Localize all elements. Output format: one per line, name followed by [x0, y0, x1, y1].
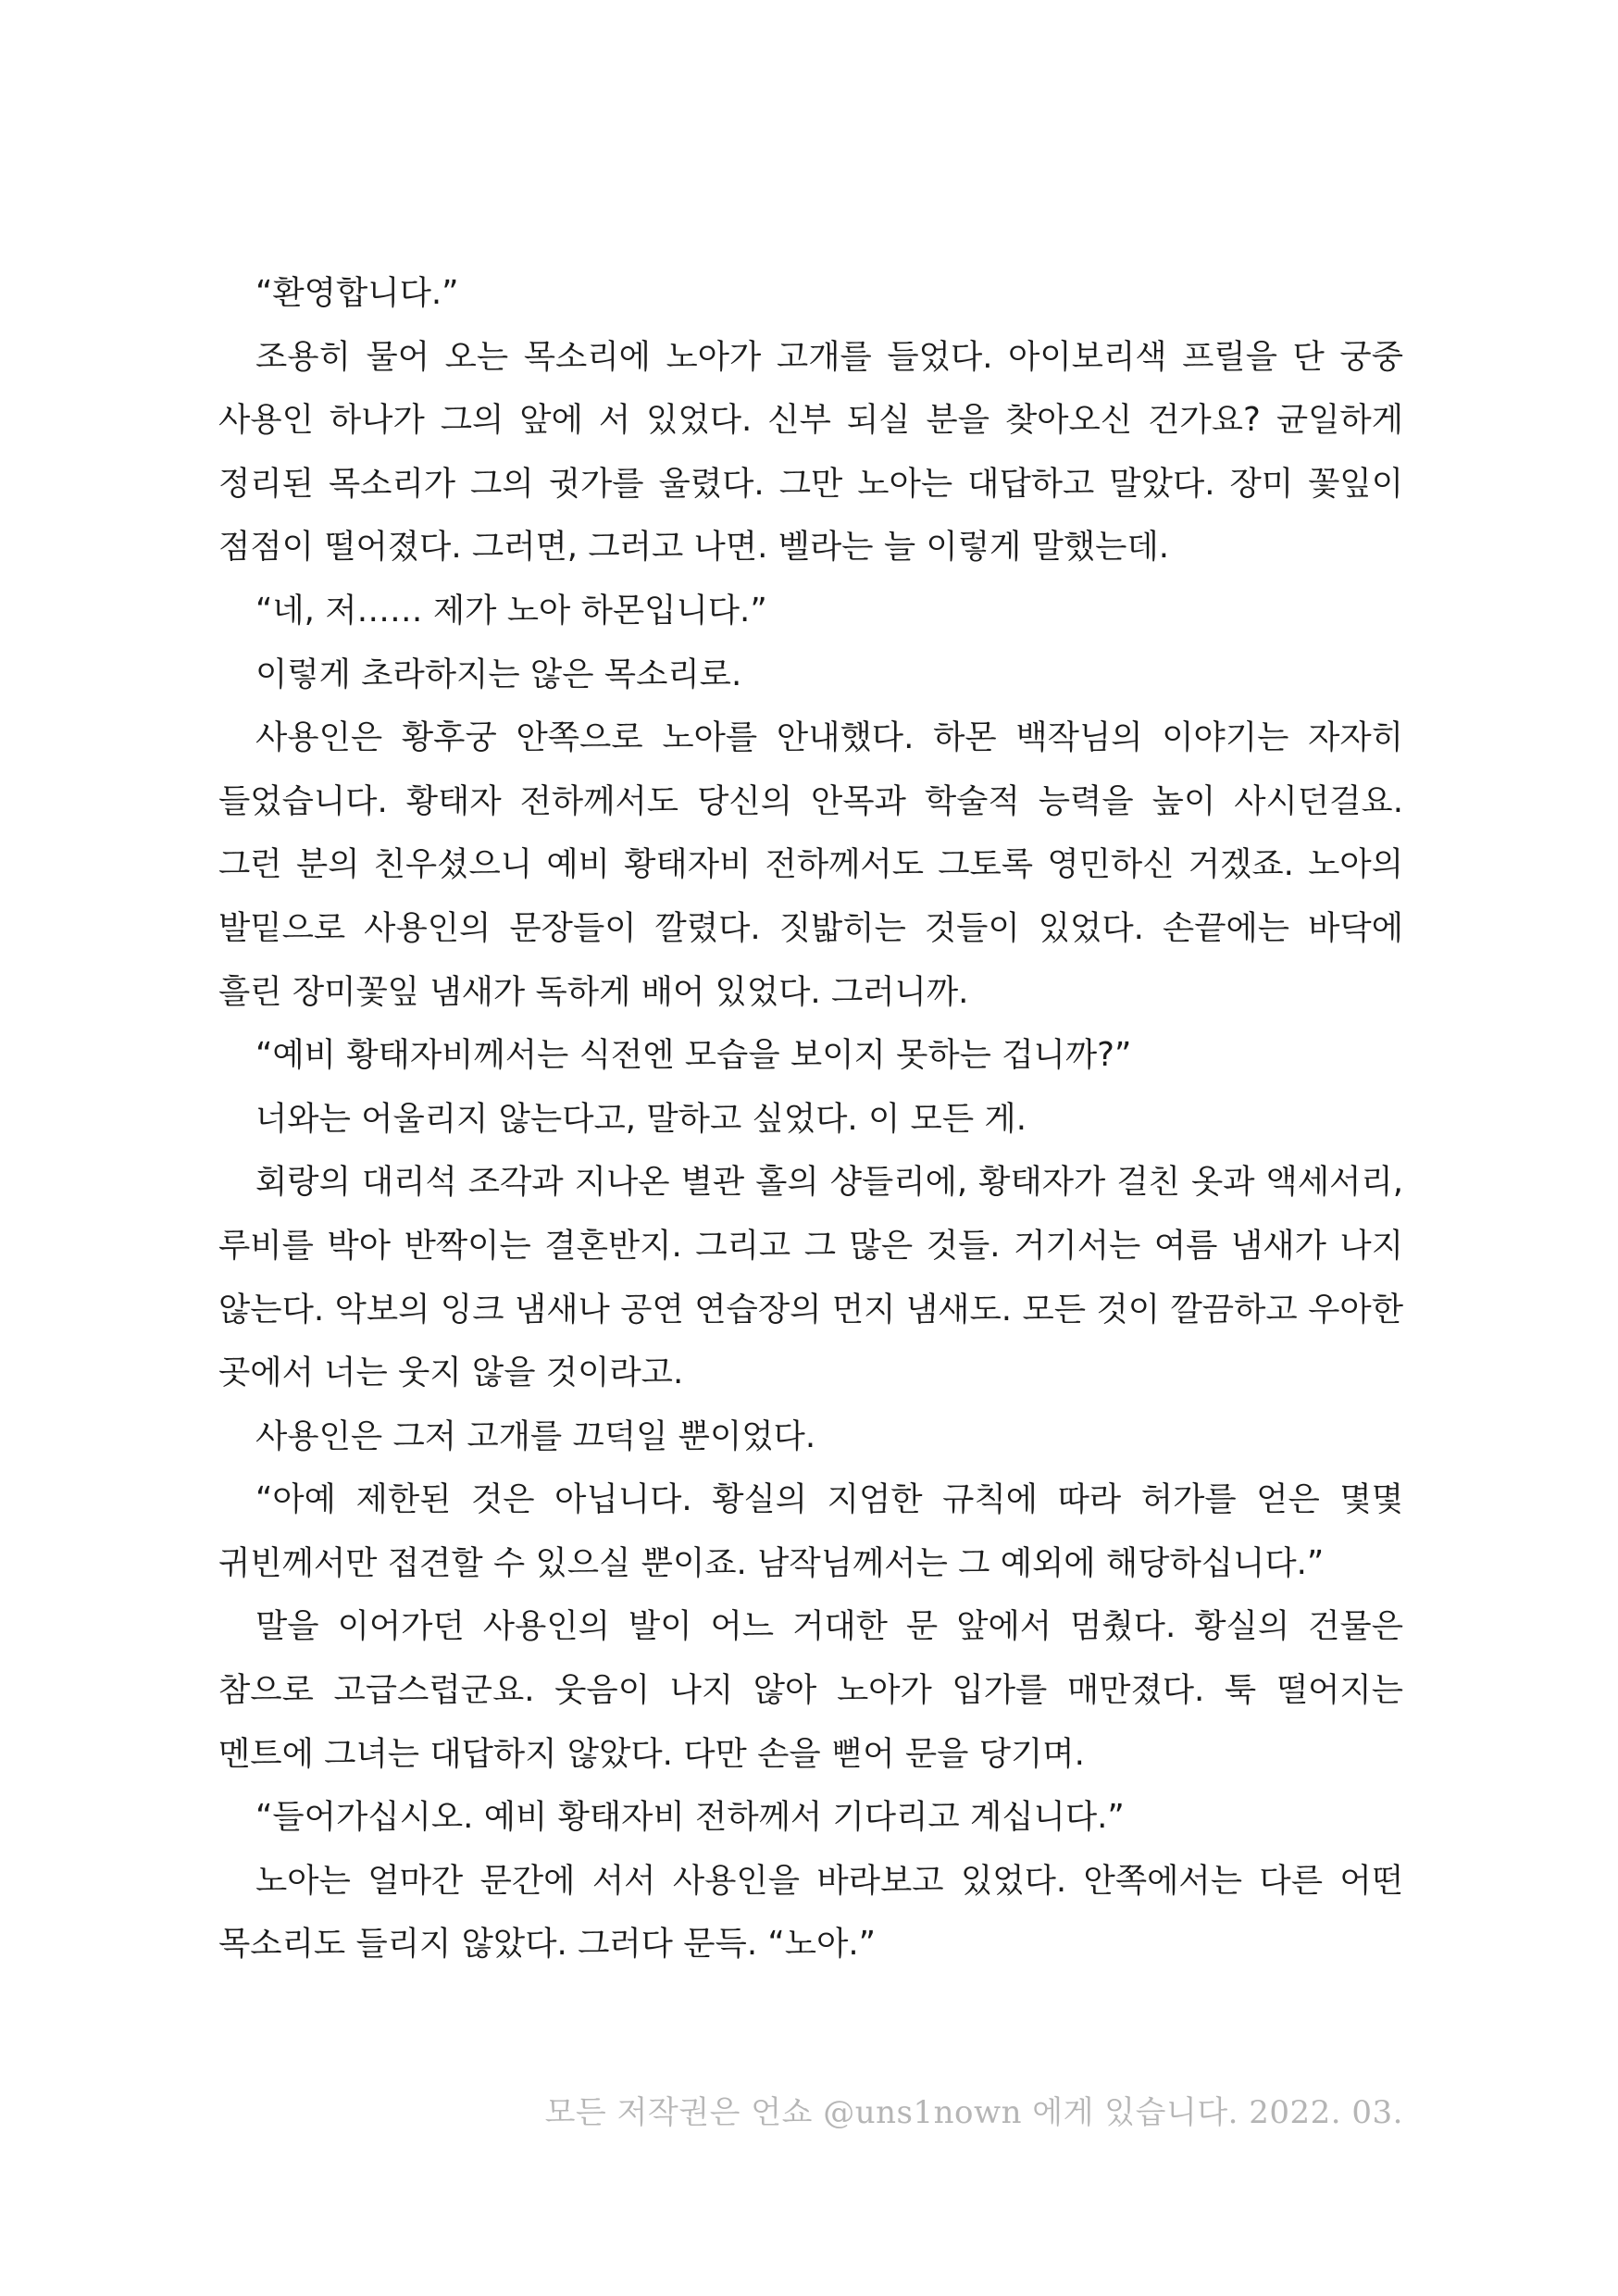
paragraph-11: 말을 이어가던 사용인의 발이 어느 거대한 문 앞에서 멈췄다. 황실의 건물은 참으로 고급스럽군요. 웃음이 나지 않아 노아가 입가를 매만졌다. 툭 떨어지는 멘트에 그녀는 대답하지 않았다. 다만 손을 뻗어 문을 당기며.: [218, 1607, 1403, 1773]
paragraph-3: “네, 저…… 제가 노아 하몬입니다.”: [255, 591, 767, 630]
paragraph-5: 사용인은 황후궁 안쪽으로 노아를 안내했다. 하몬 백작님의 이야기는 자자히 들었습니다. 황태자 전하께서도 당신의 안목과 학술적 능력을 높이 사시던걸요. 그런 분의 친우셨으니 예비 황태자비 전하께서도 그토록 영민하신 거겠죠. 노아의 발밑으로 사용인의 문장들이 깔렸다. 짓밟히는 것들이 있었다. 손끝에는 바닥에 흘린 장미꽃잎 냄새가 독하게 배어 있었다. 그러니까.: [218, 718, 1403, 1011]
copyright-footer: 모든 저작권은 언쇼 @uns1nown 에게 있습니다. 2022. 03.: [544, 2094, 1403, 2131]
paragraph-12: “들어가십시오. 예비 황태자비 전하께서 기다리고 계십니다.”: [255, 1798, 1125, 1837]
paragraph-9: 사용인은 그저 고개를 끄덕일 뿐이었다.: [255, 1416, 816, 1455]
paragraph-7: 너와는 어울리지 않는다고, 말하고 싶었다. 이 모든 게.: [255, 1099, 1027, 1138]
paragraph-4: 이렇게 초라하지는 않은 목소리로.: [255, 655, 742, 693]
paragraph-13: 노아는 얼마간 문간에 서서 사용인을 바라보고 있었다. 안쪽에서는 다른 어떤 목소리도 들리지 않았다. 그러다 문득. “노아.”: [218, 1861, 1403, 1964]
paragraph-10: “아예 제한된 것은 아닙니다. 황실의 지엄한 규칙에 따라 허가를 얻은 몇몇 귀빈께서만 접견할 수 있으실 뿐이죠. 남작님께서는 그 예외에 해당하십니다.”: [218, 1480, 1403, 1582]
paragraph-8: 회랑의 대리석 조각과 지나온 별관 홀의 샹들리에, 황태자가 걸친 옷과 액세서리, 루비를 박아 반짝이는 결혼반지. 그리고 그 많은 것들. 거기서는 여름 냄새가 나지 않는다. 악보의 잉크 냄새나 공연 연습장의 먼지 냄새도. 모든 것이 깔끔하고 우아한 곳에서 너는 웃지 않을 것이라고.: [218, 1163, 1403, 1392]
paragraph-2: 조용히 물어 오는 목소리에 노아가 고개를 들었다. 아이보리색 프릴을 단 궁중 사용인 하나가 그의 앞에 서 있었다. 신부 되실 분을 찾아오신 건가요? 균일하게 정리된 목소리가 그의 귓가를 울렸다. 그만 노아는 대답하고 말았다. 장미 꽃잎이 점점이 떨어졌다. 그러면, 그러고 나면. 벨라는 늘 이렇게 말했는데.: [218, 337, 1403, 567]
story-text: [218, 262, 1403, 1977]
paragraph-1: “환영합니다.”: [255, 274, 459, 312]
paragraph-6: “예비 황태자비께서는 식전엔 모습을 보이지 못하는 겁니까?”: [255, 1036, 1132, 1075]
